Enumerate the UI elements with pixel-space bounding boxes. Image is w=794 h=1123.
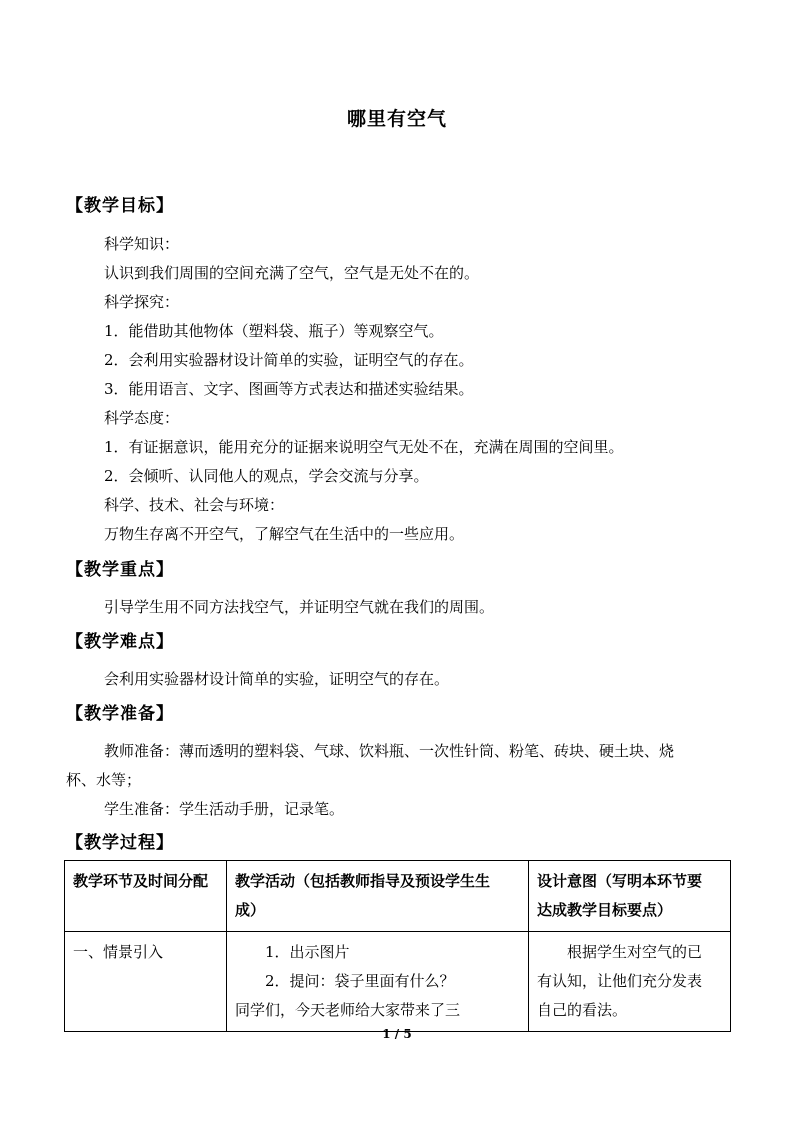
header-intent-line: 达成教学目标要点）	[537, 901, 673, 919]
intent-cell	[529, 932, 731, 1032]
activity-line: 1．出示图片	[265, 943, 350, 961]
attitude-item: 2．会倾听、认同他人的观点，学会交流与分享。	[104, 467, 429, 485]
preparation-heading: 【教学准备】	[66, 704, 174, 724]
sts-label: 科学、技术、社会与环境：	[104, 496, 285, 514]
knowledge-text: 认识到我们周围的空间充满了空气，空气是无处不在的。	[104, 264, 480, 282]
intent-line: 自己的看法。	[537, 1001, 628, 1019]
page-number: 1 / 5	[382, 1027, 412, 1041]
header-stage-text: 教学环节及时间分配	[73, 872, 209, 890]
inquiry-item: 1．能借助其他物体（塑料袋、瓶子）等观察空气。	[104, 322, 444, 340]
intent-line: 根据学生对空气的已	[567, 943, 703, 961]
header-stage	[65, 861, 227, 932]
difficulty-heading: 【教学难点】	[66, 632, 174, 652]
teacher-preparation: 教师准备：薄而透明的塑料袋、气球、饮料瓶、一次性针筒、粉笔、砖块、硬土块、烧	[104, 742, 675, 760]
process-table	[64, 860, 731, 1032]
header-activity-line: 成）	[235, 901, 266, 919]
header-intent	[529, 861, 731, 932]
header-activity-line: 教学活动（包括教师指导及预设学生生	[235, 872, 491, 890]
attitude-item: 1．有证据意识，能用充分的证据来说明空气无处不在，充满在周围的空间里。	[104, 438, 624, 456]
table-header-row	[65, 861, 731, 932]
difficulty-text: 会利用实验器材设计简单的实验，证明空气的存在。	[104, 670, 450, 688]
attitude-label: 科学态度：	[104, 409, 180, 427]
activity-line: 2．提问：袋子里面有什么？	[265, 972, 455, 990]
activity-line: 同学们，今天老师给大家带来了三	[235, 1001, 461, 1019]
activity-cell	[227, 932, 529, 1032]
process-heading: 【教学过程】	[66, 833, 174, 853]
intent-line: 有认知，让他们充分发表	[537, 972, 703, 990]
inquiry-item: 3．能用语言、文字、图画等方式表达和描述实验结果。	[104, 380, 474, 398]
key-point-heading: 【教学重点】	[66, 560, 174, 580]
inquiry-label: 科学探究：	[104, 293, 180, 311]
objectives-heading: 【教学目标】	[66, 196, 174, 216]
stage-text: 一、情景引入	[73, 943, 164, 961]
inquiry-item: 2．会利用实验器材设计简单的实验，证明空气的存在。	[104, 351, 474, 369]
key-point-text: 引导学生用不同方法找空气，并证明空气就在我们的周围。	[104, 598, 495, 616]
teacher-preparation-cont: 杯、水等；	[66, 771, 142, 789]
knowledge-label: 科学知识：	[104, 235, 180, 253]
page-title: 哪里有空气	[346, 108, 447, 130]
student-preparation: 学生准备：学生活动手册，记录笔。	[104, 800, 345, 818]
sts-text: 万物生存离不开空气，了解空气在生活中的一些应用。	[104, 525, 465, 543]
header-activity	[227, 861, 529, 932]
table-row	[65, 932, 731, 1032]
header-intent-line: 设计意图（写明本环节要	[537, 872, 703, 890]
stage-cell	[65, 932, 227, 1032]
